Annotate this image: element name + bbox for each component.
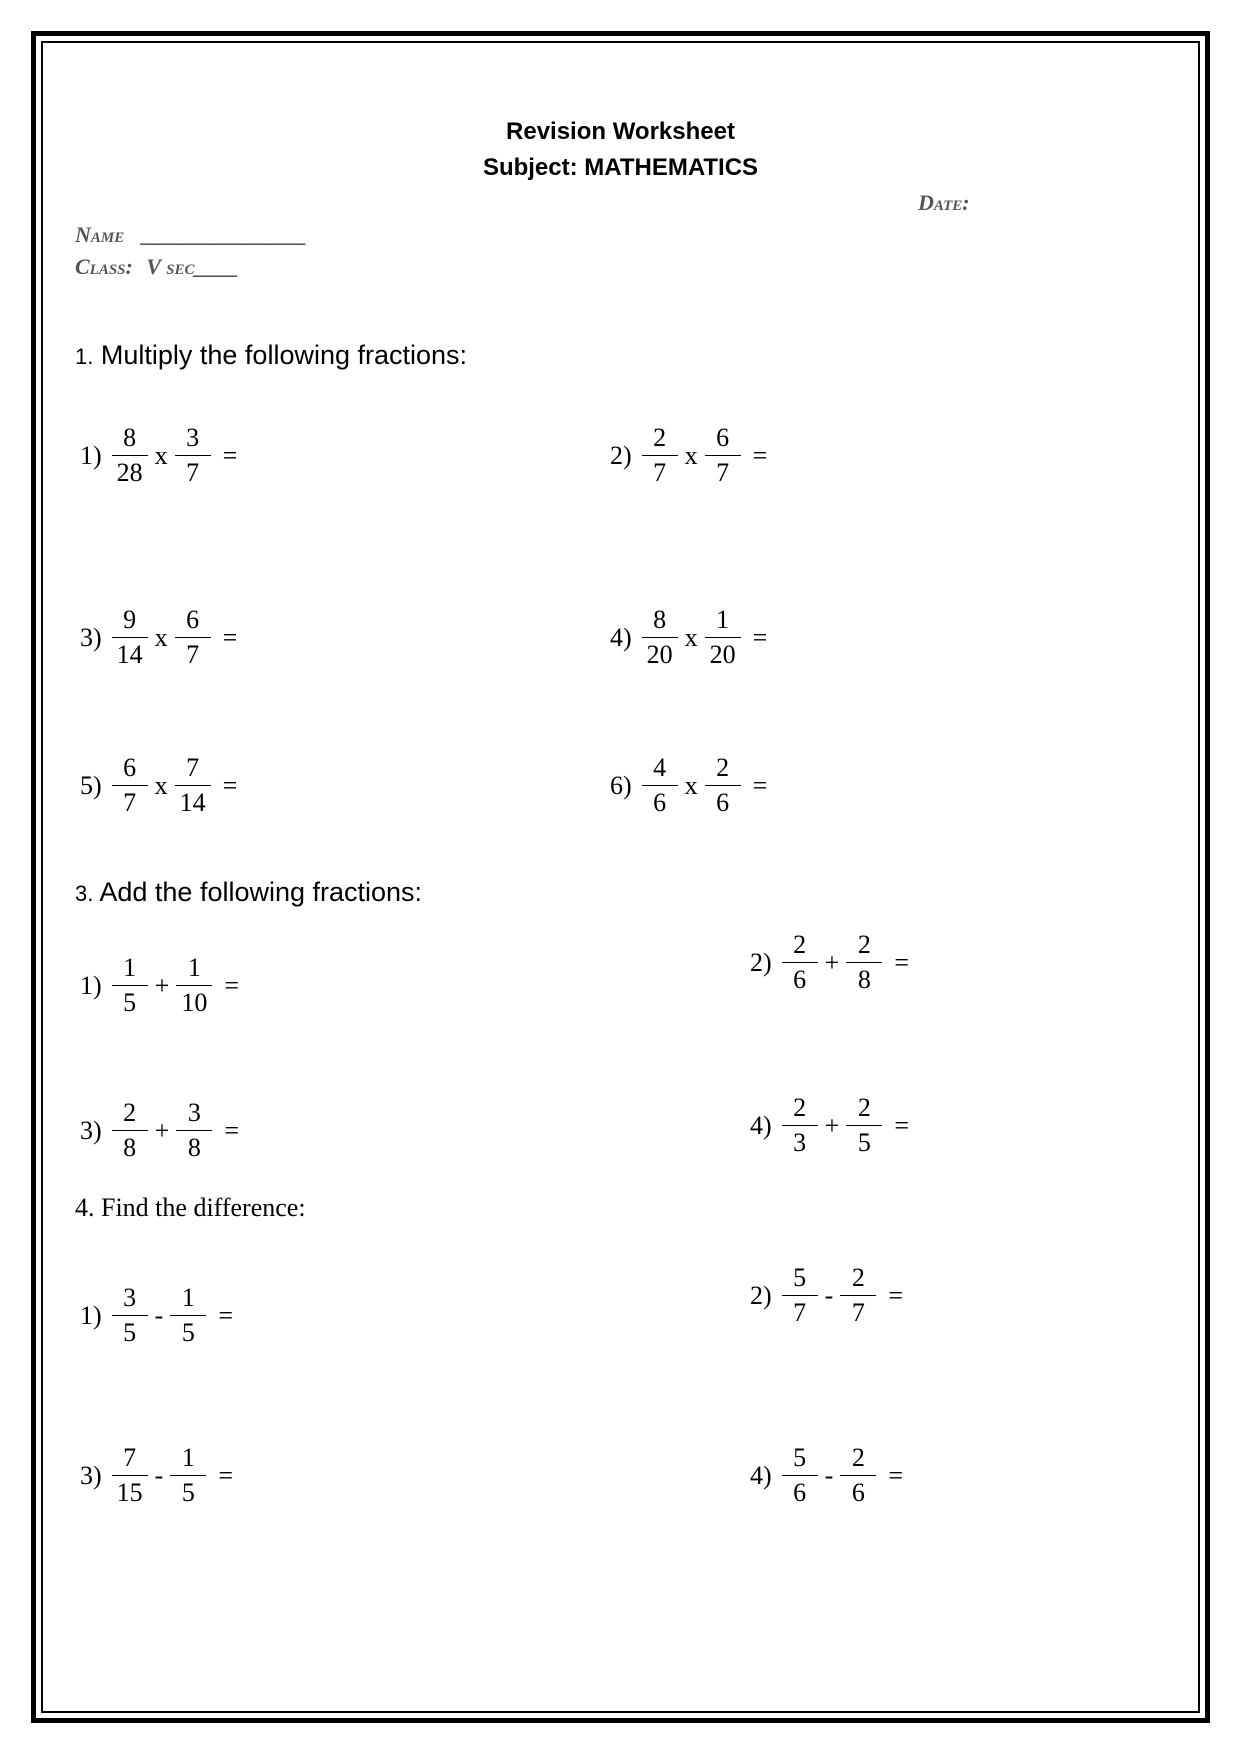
name-line xyxy=(75,222,307,248)
fraction-a xyxy=(112,755,148,816)
fraction-b xyxy=(175,425,211,486)
numerator: 6 xyxy=(175,607,211,638)
operator: + xyxy=(824,947,840,977)
section-add-heading xyxy=(75,877,422,908)
numerator: 2 xyxy=(840,1445,876,1476)
name-blank: _______________ xyxy=(141,222,307,247)
operator: x xyxy=(154,770,168,800)
problem-add-4 xyxy=(750,1095,909,1156)
fraction-b xyxy=(175,607,211,668)
problem-multiply-6 xyxy=(610,755,767,816)
problem-label: 1) xyxy=(80,440,102,470)
numerator: 2 xyxy=(846,1095,882,1126)
fraction-a xyxy=(642,607,678,668)
numerator: 5 xyxy=(782,1265,818,1296)
numerator: 7 xyxy=(175,755,211,786)
date-label: Date: xyxy=(918,190,970,215)
fraction-b xyxy=(846,1095,882,1156)
denominator: 20 xyxy=(646,640,673,669)
operator: x xyxy=(154,440,168,470)
section-number: 1. xyxy=(75,344,94,369)
denominator: 6 xyxy=(793,1478,807,1507)
fraction-b xyxy=(170,1445,206,1506)
problem-difference-2 xyxy=(750,1265,903,1326)
problem-add-3 xyxy=(80,1100,239,1161)
equals-sign: = xyxy=(752,770,768,800)
problem-label: 4) xyxy=(750,1110,772,1140)
section-heading: Add the following fractions: xyxy=(99,877,423,907)
numerator: 2 xyxy=(840,1265,876,1296)
denominator: 28 xyxy=(116,458,143,487)
operator: - xyxy=(824,1280,834,1310)
denominator: 14 xyxy=(116,640,143,669)
numerator: 1 xyxy=(705,607,741,638)
numerator: 2 xyxy=(782,932,818,963)
denominator: 6 xyxy=(653,788,667,817)
numerator: 2 xyxy=(642,425,678,456)
operator: x xyxy=(684,622,698,652)
equals-sign: = xyxy=(222,622,238,652)
problem-label: 3) xyxy=(80,1460,102,1490)
problem-label: 4) xyxy=(610,622,632,652)
problem-multiply-2 xyxy=(610,425,767,486)
fraction-b xyxy=(705,755,741,816)
denominator: 6 xyxy=(716,788,730,817)
denominator: 8 xyxy=(187,1133,201,1162)
denominator: 3 xyxy=(793,1128,807,1157)
fraction-a xyxy=(112,955,148,1016)
fraction-a xyxy=(112,425,148,486)
equals-sign: = xyxy=(224,970,240,1000)
section-multiply-heading xyxy=(75,340,467,371)
numerator: 2 xyxy=(112,1100,148,1131)
problem-difference-1 xyxy=(80,1285,233,1346)
equals-sign: = xyxy=(224,1115,240,1145)
class-blank: ____ xyxy=(194,254,239,279)
numerator: 1 xyxy=(176,955,212,986)
problem-multiply-3 xyxy=(80,607,237,668)
problem-label: 1) xyxy=(80,970,102,1000)
denominator: 7 xyxy=(123,788,137,817)
operator: + xyxy=(824,1110,840,1140)
problem-label: 2) xyxy=(750,947,772,977)
fraction-b xyxy=(846,932,882,993)
numerator: 3 xyxy=(175,425,211,456)
denominator: 7 xyxy=(653,458,667,487)
numerator: 2 xyxy=(846,932,882,963)
equals-sign: = xyxy=(894,1110,910,1140)
equals-sign: = xyxy=(218,1300,234,1330)
problem-label: 3) xyxy=(80,622,102,652)
denominator: 7 xyxy=(716,458,730,487)
fraction-b xyxy=(705,425,741,486)
problem-label: 3) xyxy=(80,1115,102,1145)
problem-multiply-4 xyxy=(610,607,767,668)
numerator: 3 xyxy=(112,1285,148,1316)
fraction-b xyxy=(840,1445,876,1506)
name-label: Name xyxy=(75,222,125,247)
denominator: 5 xyxy=(857,1128,871,1157)
operator: - xyxy=(154,1460,164,1490)
fraction-a xyxy=(782,1445,818,1506)
numerator: 5 xyxy=(782,1445,818,1476)
operator: x xyxy=(684,440,698,470)
fraction-a xyxy=(112,607,148,668)
fraction-a xyxy=(642,755,678,816)
denominator: 6 xyxy=(851,1478,865,1507)
fraction-a xyxy=(782,1265,818,1326)
numerator: 6 xyxy=(112,755,148,786)
problem-label: 1) xyxy=(80,1300,102,1330)
class-line xyxy=(75,254,239,280)
fraction-a xyxy=(112,1445,148,1506)
operator: x xyxy=(684,770,698,800)
problem-difference-3 xyxy=(80,1445,233,1506)
fraction-b xyxy=(176,955,212,1016)
operator: - xyxy=(824,1460,834,1490)
problem-label: 5) xyxy=(80,770,102,800)
equals-sign: = xyxy=(894,947,910,977)
fraction-a xyxy=(782,932,818,993)
problem-label: 2) xyxy=(610,440,632,470)
fraction-a xyxy=(642,425,678,486)
class-value: V sec xyxy=(146,254,195,279)
numerator: 9 xyxy=(112,607,148,638)
numerator: 8 xyxy=(642,607,678,638)
numerator: 3 xyxy=(176,1100,212,1131)
problem-label: 4) xyxy=(750,1460,772,1490)
numerator: 8 xyxy=(112,425,148,456)
equals-sign: = xyxy=(888,1460,904,1490)
denominator: 5 xyxy=(123,1318,137,1347)
problem-multiply-5 xyxy=(80,755,237,816)
equals-sign: = xyxy=(752,440,768,470)
worksheet-subject: Subject: MATHEMATICS xyxy=(482,154,759,181)
denominator: 8 xyxy=(123,1133,137,1162)
equals-sign: = xyxy=(218,1460,234,1490)
problem-label: 2) xyxy=(750,1280,772,1310)
numerator: 4 xyxy=(642,755,678,786)
equals-sign: = xyxy=(222,770,238,800)
denominator: 5 xyxy=(181,1478,195,1507)
fraction-a xyxy=(112,1100,148,1161)
section-difference-heading xyxy=(75,1193,306,1223)
numerator: 2 xyxy=(705,755,741,786)
denominator: 5 xyxy=(181,1318,195,1347)
class-label: Class: xyxy=(75,254,133,279)
problem-difference-4 xyxy=(750,1445,903,1506)
problem-add-2 xyxy=(750,932,909,993)
worksheet-title: Revision Worksheet xyxy=(506,118,735,145)
numerator: 2 xyxy=(782,1095,818,1126)
problem-add-1 xyxy=(80,955,239,1016)
fraction-b xyxy=(840,1265,876,1326)
numerator: 1 xyxy=(170,1445,206,1476)
section-heading: Find the difference: xyxy=(101,1193,306,1222)
denominator: 6 xyxy=(793,965,807,994)
numerator: 7 xyxy=(112,1445,148,1476)
operator: + xyxy=(154,1115,170,1145)
denominator: 20 xyxy=(709,640,736,669)
fraction-a xyxy=(782,1095,818,1156)
fraction-b xyxy=(176,1100,212,1161)
problem-label: 6) xyxy=(610,770,632,800)
denominator: 14 xyxy=(179,788,206,817)
fraction-b xyxy=(175,755,211,816)
numerator: 6 xyxy=(705,425,741,456)
operator: + xyxy=(154,970,170,1000)
section-heading: Multiply the following fractions: xyxy=(100,340,468,370)
problem-multiply-1 xyxy=(80,425,237,486)
denominator: 8 xyxy=(857,965,871,994)
section-number: 4. xyxy=(75,1193,95,1222)
denominator: 7 xyxy=(793,1298,807,1327)
fraction-b xyxy=(705,607,741,668)
equals-sign: = xyxy=(752,622,768,652)
denominator: 7 xyxy=(186,640,200,669)
equals-sign: = xyxy=(888,1280,904,1310)
operator: - xyxy=(154,1300,164,1330)
denominator: 10 xyxy=(181,988,208,1017)
equals-sign: = xyxy=(222,440,238,470)
denominator: 7 xyxy=(186,458,200,487)
operator: x xyxy=(154,622,168,652)
section-number: 3. xyxy=(75,881,94,906)
denominator: 5 xyxy=(123,988,137,1017)
denominator: 15 xyxy=(116,1478,143,1507)
fraction-a xyxy=(112,1285,148,1346)
denominator: 7 xyxy=(851,1298,865,1327)
numerator: 1 xyxy=(170,1285,206,1316)
numerator: 1 xyxy=(112,955,148,986)
fraction-b xyxy=(170,1285,206,1346)
